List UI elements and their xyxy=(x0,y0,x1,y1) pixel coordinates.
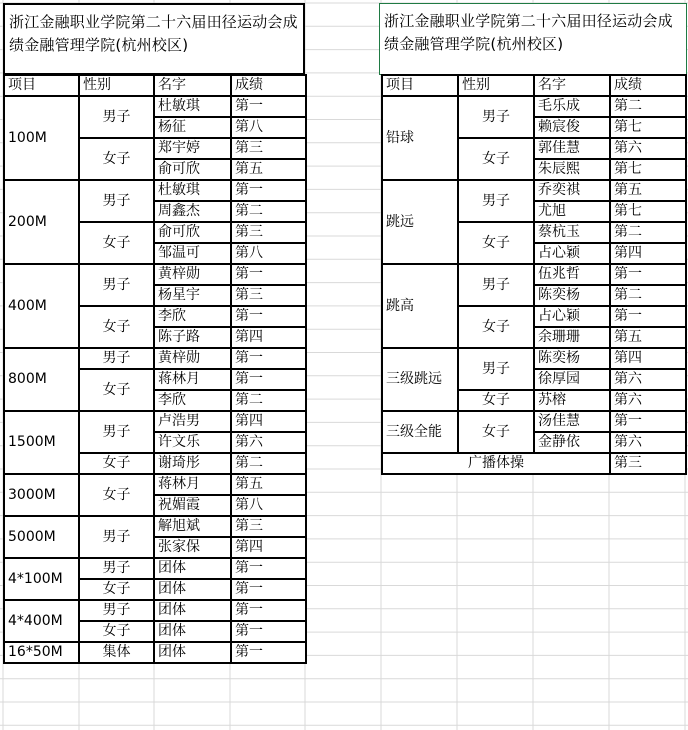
table-row xyxy=(382,264,686,285)
name-cell[interactable]: 乔奕祺 xyxy=(534,180,610,201)
name-cell[interactable]: 周鑫杰 xyxy=(154,201,231,222)
name-cell[interactable]: 卢浩男 xyxy=(154,411,231,432)
result-cell[interactable]: 第一 xyxy=(610,306,686,327)
result-cell[interactable]: 第八 xyxy=(231,117,306,138)
header-cell[interactable]: 名字 xyxy=(534,75,610,96)
table-row xyxy=(4,180,306,201)
name-cell[interactable]: 张家保 xyxy=(154,537,231,558)
header-cell[interactable]: 项目 xyxy=(4,75,79,96)
event-cell[interactable]: 三级全能 xyxy=(382,411,458,453)
result-cell[interactable]: 第一 xyxy=(231,180,306,201)
table-row xyxy=(382,180,686,201)
name-cell[interactable]: 赖宸俊 xyxy=(534,117,610,138)
name-cell[interactable]: 黄梓勋 xyxy=(154,264,231,285)
gender-cell[interactable]: 女子 xyxy=(79,453,154,474)
name-cell[interactable]: 团体 xyxy=(154,642,231,663)
event-cell[interactable]: 3000M xyxy=(4,474,79,516)
header-cell[interactable]: 性别 xyxy=(79,75,154,96)
name-cell[interactable]: 郭佳慧 xyxy=(534,138,610,159)
name-cell[interactable]: 伍兆哲 xyxy=(534,264,610,285)
table-row xyxy=(4,264,306,285)
name-cell[interactable]: 李欣 xyxy=(154,390,231,411)
result-cell[interactable]: 第二 xyxy=(610,96,686,117)
right-results-table xyxy=(381,74,687,475)
table-row xyxy=(382,348,686,369)
right-sheet-title[interactable]: 浙江金融职业学院第二十六届田径运动会成绩金融管理学院(杭州校区) xyxy=(379,3,687,75)
gender-cell[interactable]: 男子 xyxy=(79,516,154,558)
left-results-table xyxy=(3,74,307,664)
result-cell[interactable]: 第四 xyxy=(610,348,686,369)
header-row xyxy=(382,75,686,96)
result-cell[interactable]: 第一 xyxy=(231,306,306,327)
gender-cell[interactable]: 女子 xyxy=(79,621,154,642)
header-cell[interactable]: 成绩 xyxy=(610,75,686,96)
result-cell[interactable]: 第二 xyxy=(610,285,686,306)
result-cell[interactable]: 第一 xyxy=(231,600,306,621)
event-cell[interactable]: 铅球 xyxy=(382,96,458,180)
name-cell[interactable]: 金静依 xyxy=(534,432,610,453)
header-cell[interactable]: 名字 xyxy=(154,75,231,96)
result-cell[interactable]: 第四 xyxy=(610,243,686,264)
result-cell[interactable]: 第五 xyxy=(231,474,306,495)
gender-cell[interactable]: 女子 xyxy=(458,222,534,264)
event-cell[interactable]: 1500M xyxy=(4,411,79,474)
name-cell[interactable]: 占心颖 xyxy=(534,306,610,327)
name-cell[interactable]: 团体 xyxy=(154,600,231,621)
result-cell[interactable]: 第一 xyxy=(231,642,306,663)
name-cell[interactable]: 杨星宇 xyxy=(154,285,231,306)
name-cell[interactable]: 杜敏琪 xyxy=(154,180,231,201)
gender-cell[interactable]: 集体 xyxy=(79,642,154,663)
result-cell[interactable]: 第五 xyxy=(231,159,306,180)
gender-cell[interactable]: 女子 xyxy=(79,138,154,180)
name-cell[interactable]: 团体 xyxy=(154,621,231,642)
gender-cell[interactable]: 女子 xyxy=(458,411,534,453)
result-cell[interactable]: 第六 xyxy=(610,138,686,159)
result-cell[interactable]: 第一 xyxy=(231,579,306,600)
name-cell[interactable]: 汤佳慧 xyxy=(534,411,610,432)
name-cell[interactable]: 陈子路 xyxy=(154,327,231,348)
name-cell[interactable]: 李欣 xyxy=(154,306,231,327)
name-cell[interactable]: 谢琦彤 xyxy=(154,453,231,474)
footer-result-cell[interactable]: 第三 xyxy=(610,453,686,474)
name-cell[interactable]: 俞可欣 xyxy=(154,222,231,243)
result-cell[interactable]: 第一 xyxy=(610,264,686,285)
header-cell[interactable]: 成绩 xyxy=(231,75,306,96)
result-cell[interactable]: 第一 xyxy=(231,369,306,390)
result-cell[interactable]: 第七 xyxy=(610,159,686,180)
result-cell[interactable]: 第五 xyxy=(610,327,686,348)
header-cell[interactable]: 项目 xyxy=(382,75,458,96)
result-cell[interactable]: 第一 xyxy=(231,264,306,285)
result-cell[interactable]: 第六 xyxy=(610,432,686,453)
result-cell[interactable]: 第六 xyxy=(231,432,306,453)
name-cell[interactable]: 陈奕杨 xyxy=(534,285,610,306)
result-cell[interactable]: 第五 xyxy=(610,180,686,201)
table-row xyxy=(4,558,306,579)
gender-cell[interactable]: 男子 xyxy=(79,96,154,138)
name-cell[interactable]: 解旭斌 xyxy=(154,516,231,537)
result-cell[interactable]: 第二 xyxy=(610,222,686,243)
gender-cell[interactable]: 男子 xyxy=(79,600,154,621)
name-cell[interactable]: 毛乐成 xyxy=(534,96,610,117)
gender-cell[interactable]: 男子 xyxy=(79,264,154,306)
result-cell[interactable]: 第一 xyxy=(231,348,306,369)
name-cell[interactable]: 蔡杭玉 xyxy=(534,222,610,243)
gender-cell[interactable]: 男子 xyxy=(458,264,534,306)
table-row xyxy=(4,96,306,117)
header-row xyxy=(4,75,306,96)
gender-cell[interactable]: 女子 xyxy=(79,306,154,348)
name-cell[interactable]: 苏榕 xyxy=(534,390,610,411)
name-cell[interactable]: 许文乐 xyxy=(154,432,231,453)
event-cell[interactable]: 200M xyxy=(4,180,79,264)
gender-cell[interactable]: 男子 xyxy=(79,411,154,453)
name-cell[interactable]: 蒋林月 xyxy=(154,474,231,495)
table-row xyxy=(382,96,686,117)
event-cell[interactable]: 三级跳远 xyxy=(382,348,458,411)
table-row xyxy=(4,474,306,495)
table-row xyxy=(4,411,306,432)
gender-cell[interactable]: 女子 xyxy=(79,474,154,516)
gender-cell[interactable]: 女子 xyxy=(79,222,154,264)
event-cell[interactable]: 800M xyxy=(4,348,79,411)
name-cell[interactable]: 杨征 xyxy=(154,117,231,138)
event-cell[interactable]: 400M xyxy=(4,264,79,348)
gender-cell[interactable]: 女子 xyxy=(79,369,154,411)
table-row xyxy=(382,411,686,432)
result-cell[interactable]: 第四 xyxy=(231,537,306,558)
left-sheet-title[interactable]: 浙江金融职业学院第二十六届田径运动会成绩金融管理学院(杭州校区) xyxy=(3,3,305,75)
gender-cell[interactable]: 男子 xyxy=(79,558,154,579)
gender-cell[interactable]: 男子 xyxy=(79,348,154,369)
result-cell[interactable]: 第六 xyxy=(610,369,686,390)
name-cell[interactable]: 陈奕杨 xyxy=(534,348,610,369)
result-cell[interactable]: 第一 xyxy=(231,96,306,117)
result-cell[interactable]: 第一 xyxy=(610,411,686,432)
result-cell[interactable]: 第六 xyxy=(610,390,686,411)
gender-cell[interactable]: 女子 xyxy=(79,579,154,600)
name-cell[interactable]: 俞可欣 xyxy=(154,159,231,180)
result-cell[interactable]: 第一 xyxy=(231,558,306,579)
name-cell[interactable]: 邹温可 xyxy=(154,243,231,264)
name-cell[interactable]: 杜敏琪 xyxy=(154,96,231,117)
event-cell[interactable]: 跳高 xyxy=(382,264,458,348)
table-row xyxy=(4,348,306,369)
name-cell[interactable]: 尤旭 xyxy=(534,201,610,222)
event-cell[interactable]: 100M xyxy=(4,96,79,180)
header-cell[interactable]: 性别 xyxy=(458,75,534,96)
name-cell[interactable]: 占心颖 xyxy=(534,243,610,264)
result-cell[interactable]: 第三 xyxy=(231,222,306,243)
name-cell[interactable]: 徐厚园 xyxy=(534,369,610,390)
result-cell[interactable]: 第八 xyxy=(231,495,306,516)
result-cell[interactable]: 第二 xyxy=(231,201,306,222)
name-cell[interactable]: 郑宇婷 xyxy=(154,138,231,159)
name-cell[interactable]: 团体 xyxy=(154,558,231,579)
result-cell[interactable]: 第七 xyxy=(610,117,686,138)
name-cell[interactable]: 蒋林月 xyxy=(154,369,231,390)
event-cell[interactable]: 跳远 xyxy=(382,180,458,264)
gender-cell[interactable]: 女子 xyxy=(458,138,534,180)
result-cell[interactable]: 第二 xyxy=(231,390,306,411)
name-cell[interactable]: 余珊珊 xyxy=(534,327,610,348)
gender-cell[interactable]: 男子 xyxy=(79,180,154,222)
gender-cell[interactable]: 男子 xyxy=(458,96,534,138)
footer-row xyxy=(382,453,686,474)
result-cell[interactable]: 第四 xyxy=(231,327,306,348)
result-cell[interactable]: 第一 xyxy=(231,621,306,642)
gender-cell[interactable]: 男子 xyxy=(458,348,534,390)
name-cell[interactable]: 朱辰熙 xyxy=(534,159,610,180)
result-cell[interactable]: 第三 xyxy=(231,138,306,159)
result-cell[interactable]: 第二 xyxy=(231,453,306,474)
footer-label-cell[interactable]: 广播体操 xyxy=(382,453,610,474)
result-cell[interactable]: 第三 xyxy=(231,516,306,537)
event-cell[interactable]: 16*50M xyxy=(4,642,79,663)
gender-cell[interactable]: 女子 xyxy=(458,306,534,348)
name-cell[interactable]: 祝媚霞 xyxy=(154,495,231,516)
gender-cell[interactable]: 男子 xyxy=(458,180,534,222)
result-cell[interactable]: 第四 xyxy=(231,411,306,432)
event-cell[interactable]: 4*400M xyxy=(4,600,79,642)
table-row xyxy=(4,516,306,537)
result-cell[interactable]: 第七 xyxy=(610,201,686,222)
gender-cell[interactable]: 女子 xyxy=(458,390,534,411)
table-row xyxy=(4,600,306,621)
result-cell[interactable]: 第三 xyxy=(231,285,306,306)
name-cell[interactable]: 黄梓勋 xyxy=(154,348,231,369)
name-cell[interactable]: 团体 xyxy=(154,579,231,600)
result-cell[interactable]: 第八 xyxy=(231,243,306,264)
event-cell[interactable]: 4*100M xyxy=(4,558,79,600)
table-row xyxy=(4,642,306,663)
event-cell[interactable]: 5000M xyxy=(4,516,79,558)
